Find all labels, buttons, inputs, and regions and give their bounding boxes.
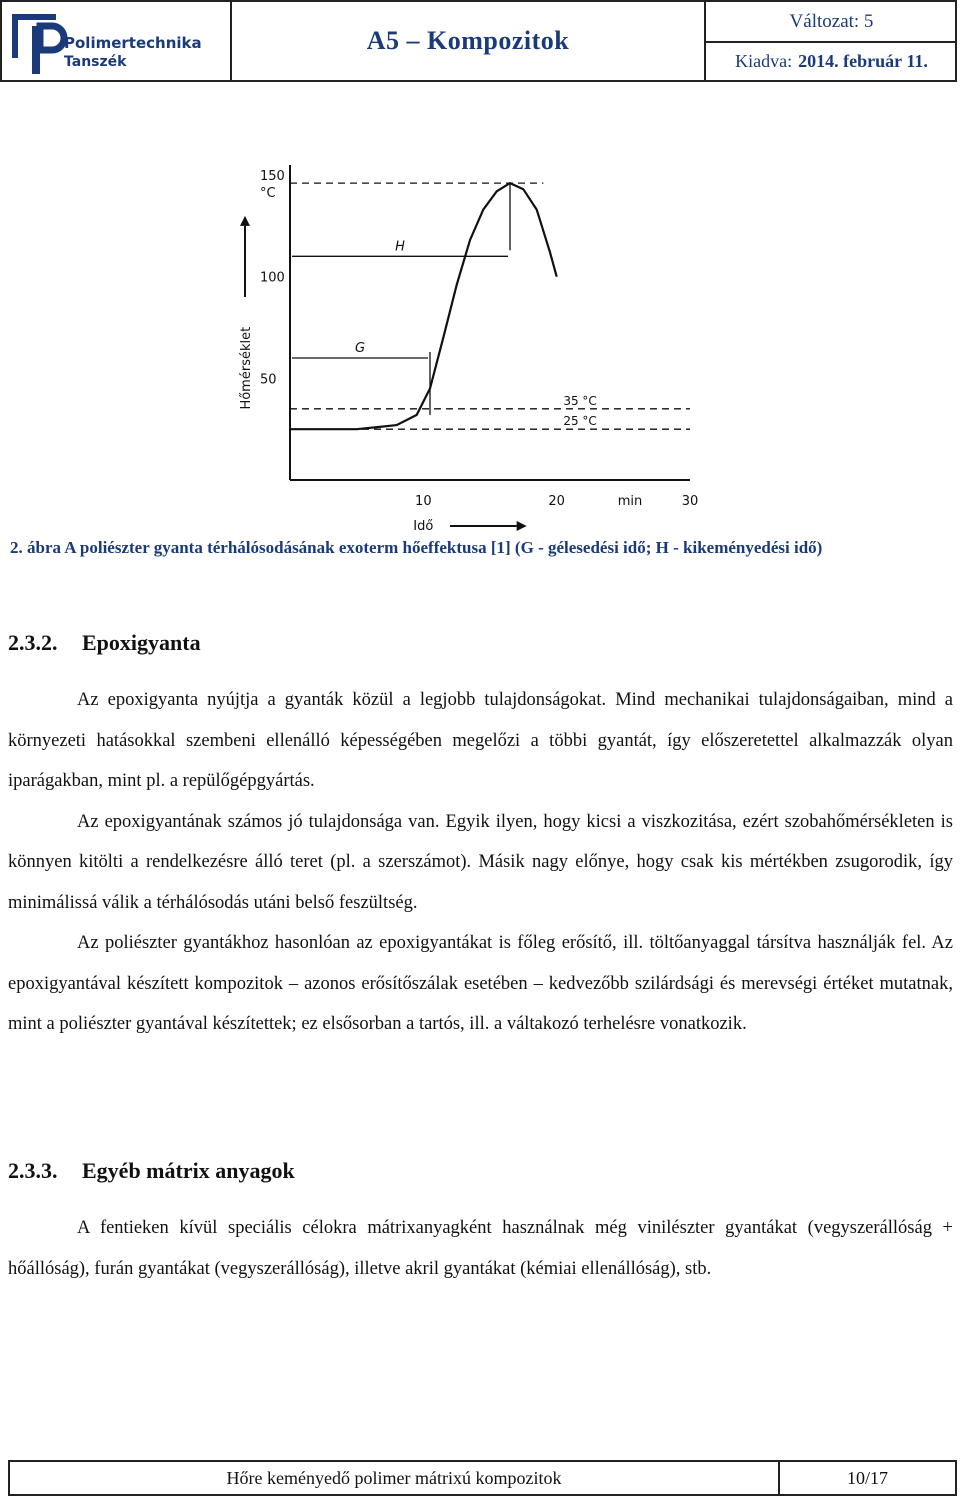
paragraph: Az epoxigyanta nyújtja a gyanták közül a legjobb tulajdonságokat. Mind mechanikai tulajdonságaiban, mind a környezeti hatásokkal szembeni ellenálló képességében megelőzi a többi gyantát, így előszeretettel alkalmazzák olyan iparágakban, mint pl. a repülőgépgyártás. bbox=[8, 690, 953, 791]
page-footer bbox=[8, 1460, 957, 1496]
issued-label: Kiadva: bbox=[735, 51, 793, 71]
y-axis-arrowhead bbox=[240, 216, 250, 226]
annotation-35c: 35 °C bbox=[563, 393, 597, 408]
marker-label-h: G bbox=[354, 341, 366, 356]
y-axis-label: Hőmérséklet bbox=[239, 326, 254, 410]
issued-date: 2014. február 11. bbox=[798, 51, 928, 71]
figure-caption: 2. ábra A poliészter gyanta térhálósodásának exoterm hőeffektusa [1] (G - gélesedési idő; H - kikeményedési idő) bbox=[10, 538, 823, 557]
marker-label-g: H bbox=[395, 239, 405, 255]
y-tick-label: 100 bbox=[260, 270, 285, 286]
logo-line-2: Tanszék bbox=[64, 54, 127, 70]
section-heading-epoxy bbox=[8, 630, 201, 656]
x-tick-label: 20 bbox=[548, 494, 565, 509]
y-tick-label: 150 bbox=[260, 169, 285, 184]
section-heading-other-matrix bbox=[8, 1158, 295, 1184]
paragraph: Az poliészter gyantákhoz hasonlóan az epoxigyantákat is főleg erősítő, ill. töltőanyaggal társítva használják fel. Az epoxigyantával készített kompozitok – azonos erősítőszálak esetében – kedvezőbb szilárdsági és merevségi értéket mutatnak, mint a poliészter gyantával készítettek; ez elsősorban a tartós, ill. a váltakozó terhelésre vonatkozik. bbox=[8, 933, 953, 1034]
page-number: 10/17 bbox=[846, 1467, 888, 1488]
document-meta bbox=[706, 2, 957, 80]
footer-title: Hőre keményedő polimer mátrixú kompozitok bbox=[10, 1462, 780, 1494]
section-number: 2.3.2. bbox=[8, 630, 58, 655]
x-axis-label: Idő bbox=[413, 519, 434, 534]
x-tick-label: 10 bbox=[415, 494, 432, 509]
y-tick-label: 50 bbox=[260, 372, 277, 388]
section-title: Epoxigyanta bbox=[82, 630, 201, 655]
document-title-cell bbox=[232, 2, 706, 80]
document-title: A5 – Kompozitok bbox=[366, 26, 570, 55]
paragraph: A fentieken kívül speciális célokra mátrixanyagként használnak még vinilészter gyantákat (vegyszerállóság + hőállóság), furán gyantákat (vegyszerállóság), illetve akril gyantákat (kémiai ellenállóság), stb. bbox=[8, 1218, 953, 1279]
paragraph: Az epoxigyantának számos jó tulajdonsága van. Egyik ilyen, hogy kicsi a viszkozitása, ezért szobahőmérsékleten is könnyen kitölti a rendelkezésre álló teret (pl. a szerszámot). Másik nagy előnye, hogy csak kis mértékben zsugorodik, így minimálissá válik a térhálósodás utáni belső feszültség. bbox=[8, 811, 953, 913]
section-title: Egyéb mátrix anyagok bbox=[82, 1158, 295, 1183]
x-axis-arrowhead bbox=[517, 521, 527, 531]
section-number: 2.3.3. bbox=[8, 1158, 58, 1183]
department-logo bbox=[2, 2, 232, 80]
x-tick-label: 30 bbox=[681, 494, 699, 509]
exotherm-chart bbox=[225, 150, 725, 535]
issued-date-row bbox=[706, 43, 957, 80]
temperature-curve bbox=[290, 183, 557, 429]
logo-line-1: Polimertechnika bbox=[64, 34, 202, 52]
section-body-epoxy bbox=[8, 680, 953, 1045]
version-label: Változat: 5 bbox=[706, 2, 957, 43]
section-body-other-matrix bbox=[8, 1208, 953, 1289]
annotation-25c: 25 °C bbox=[563, 414, 597, 429]
y-unit-label: °C bbox=[260, 186, 276, 201]
page-header bbox=[0, 0, 957, 82]
x-tick-label: min bbox=[617, 494, 643, 509]
